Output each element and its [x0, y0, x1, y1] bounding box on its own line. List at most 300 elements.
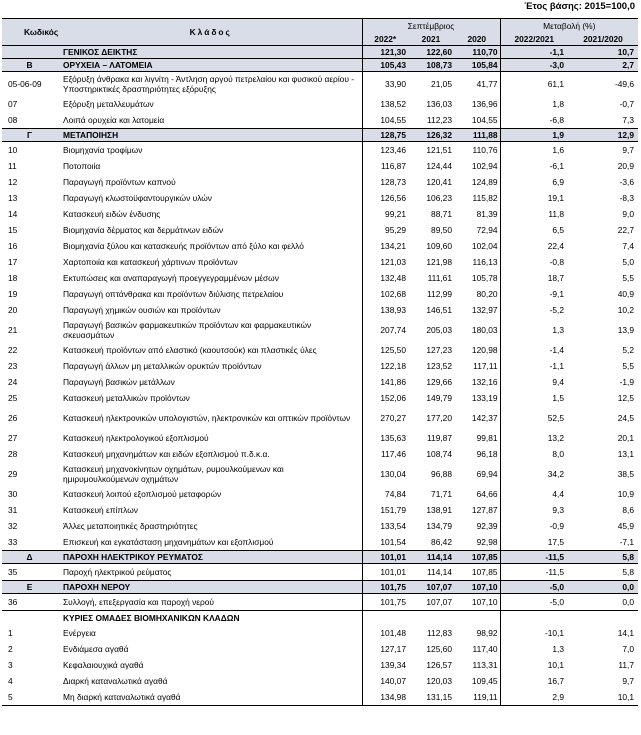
cell-v2022: 128,73	[362, 174, 408, 190]
cell-c1: 10,1	[500, 657, 568, 673]
cell-v2020	[454, 611, 500, 626]
cell-v2021: 121,98	[426, 257, 452, 267]
cell-name: Χαρτοποιία και κατασκευή χάρτινων προϊόντων	[63, 257, 238, 267]
cell-c2: 7,3	[622, 115, 635, 125]
cell-c1: -1,1	[500, 46, 568, 59]
table-row	[2, 446, 638, 462]
cell-c2: 7,4	[622, 241, 635, 251]
cell-code: 31	[8, 505, 18, 515]
cell-code: 17	[8, 257, 18, 267]
cell-code: 36	[8, 597, 18, 607]
cell-c1: 1,6	[500, 142, 568, 159]
cell-v2020: 119,11	[454, 689, 500, 706]
cell-code: 25	[8, 393, 18, 403]
table-row	[2, 96, 638, 112]
cell-v2022: 101,75	[362, 581, 408, 594]
cell-c1: -6,1	[500, 158, 568, 174]
cell-v2020: 110,76	[472, 145, 498, 155]
cell-name: Άλλες μεταποιητικές δραστηριότητες	[63, 521, 198, 531]
cell-name: Εξόρυξη άνθρακα και λιγνίτη - Άντληση αργού πετρελαίου και φυσικού αερίου - Υποστηρικτικές δραστηριότητες εξόρυξης	[63, 74, 355, 94]
cell-c2: 10,9	[617, 489, 635, 499]
header-year-2020: 2020	[454, 33, 500, 46]
industrial-production-table	[2, 18, 638, 706]
cell-v2020: 64,66	[476, 489, 498, 499]
cell-code	[2, 611, 60, 626]
table-row	[2, 657, 638, 673]
cell-v2020: 107,85	[471, 567, 498, 577]
cell-c1: 1,5	[500, 390, 568, 406]
table-row	[2, 641, 638, 657]
cell-code: 27	[8, 433, 18, 443]
cell-v2020: 127,87	[471, 505, 498, 515]
cell-c1: 1,3	[500, 318, 568, 342]
cell-v2021: 108,73	[408, 59, 454, 72]
cell-name: Κατασκευή προϊόντων από ελαστικό (καουτσούκ) και πλαστικές ύλες	[63, 345, 317, 355]
cell-code: 33	[8, 537, 18, 547]
table-body	[2, 46, 638, 706]
cell-v2022: 134,21	[362, 238, 408, 254]
cell-name: Συλλογή, επεξεργασία και παροχή νερού	[63, 597, 214, 607]
cell-c1: -3,0	[500, 59, 568, 72]
cell-c1: 8,0	[500, 446, 568, 462]
cell-c1: -5,2	[500, 302, 568, 318]
cell-c1: -1,4	[500, 342, 568, 358]
cell-v2021: 131,15	[408, 689, 454, 706]
cell-c2: 7,0	[622, 644, 635, 654]
cell-code: 14	[8, 209, 18, 219]
cell-name: Κεφαλαιουχικά αγαθά	[63, 660, 144, 670]
cell-c1: 34,2	[500, 462, 568, 486]
cell-name: Διαρκή καταναλωτικά αγαθά	[63, 676, 168, 686]
cell-c2: -0,7	[619, 99, 635, 109]
cell-v2022: 122,18	[362, 358, 408, 374]
cell-c2: 5,2	[622, 345, 635, 355]
cell-v2022: 270,27	[362, 406, 408, 430]
cell-v2021: 88,71	[431, 209, 452, 219]
cell-v2022: 101,01	[362, 564, 408, 581]
header-change-2022-2021: 2022/2021	[500, 33, 568, 46]
cell-v2021: 114,14	[408, 551, 454, 564]
cell-c2: 9,0	[622, 209, 635, 219]
cell-v2022: 125,50	[362, 342, 408, 358]
cell-v2021: 86,42	[431, 537, 452, 547]
cell-c2: 0,0	[622, 597, 635, 607]
cell-v2021: 96,88	[431, 469, 452, 479]
cell-c2: 5,8	[568, 551, 638, 564]
cell-code: 23	[8, 361, 18, 371]
cell-code: 22	[8, 345, 18, 355]
cell-c2: 5,5	[622, 273, 635, 283]
cell-name: Κατασκευή ειδών ένδυσης	[63, 209, 161, 219]
cell-name: Εξόρυξη μεταλλευμάτων	[63, 99, 154, 109]
cell-c1: 19,1	[500, 190, 568, 206]
cell-v2021: 123,52	[426, 361, 452, 371]
cell-name: Επισκευή και εγκατάσταση μηχανημάτων και εξοπλισμού	[63, 537, 274, 547]
cell-v2022: 207,74	[362, 318, 408, 342]
cell-v2020: 105,84	[454, 59, 500, 72]
cell-name: ΚΥΡΙΕΣ ΟΜΑΔΕΣ ΒΙΟΜΗΧΑΝΙΚΩΝ ΚΛΑΔΩΝ	[60, 611, 362, 626]
cell-c2: 5,8	[622, 567, 635, 577]
cell-v2020: 107,10	[454, 581, 500, 594]
cell-name: ΟΡΥΧΕΙΑ – ΛΑΤΟΜΕΙΑ	[60, 59, 362, 72]
cell-v2020: 133,19	[471, 393, 498, 403]
cell-v2021: 112,83	[427, 628, 452, 638]
cell-v2022: 117,46	[362, 446, 408, 462]
section-row	[2, 581, 638, 594]
cell-c2: 9,7	[622, 145, 635, 155]
cell-name: Παραγωγή άλλων μη μεταλλικών ορυκτών προϊόντων	[63, 361, 262, 371]
cell-v2020: 117,40	[472, 644, 498, 654]
header-branch: Κλάδος	[60, 19, 362, 46]
table-row	[2, 342, 638, 358]
cell-v2022: 127,17	[362, 641, 408, 657]
cell-c2: 20,9	[617, 161, 635, 171]
cell-name: Κατασκευή επίπλων	[63, 505, 138, 515]
cell-name: Ποτοποιία	[63, 161, 101, 171]
cell-c2: 10,7	[568, 46, 638, 59]
subsection-row	[2, 611, 638, 626]
cell-c1: -11,5	[500, 551, 568, 564]
cell-code: 08	[8, 115, 18, 125]
table-row	[2, 534, 638, 551]
cell-c2: 13,1	[617, 449, 635, 459]
cell-c1	[500, 611, 568, 626]
cell-c1: 17,5	[500, 534, 568, 551]
cell-code: 1	[8, 628, 13, 638]
cell-c2: 13,9	[617, 325, 635, 335]
cell-v2022: 123,46	[362, 142, 408, 159]
cell-c2: 14,1	[617, 628, 635, 638]
cell-c2: 11,7	[618, 660, 635, 670]
cell-name: Παραγωγή βασικών φαρμακευτικών προϊόντων και φαρμακευτικών σκευασμάτων	[63, 320, 312, 340]
cell-name: ΠΑΡΟΧΗ ΗΛΕΚΤΡΙΚΟΥ ΡΕΥΜΑΤΟΣ	[60, 551, 362, 564]
cell-name: Μη διαρκή καταναλωτικά αγαθά	[60, 689, 362, 706]
table-row	[2, 318, 638, 342]
cell-v2022: 95,29	[362, 222, 408, 238]
cell-c2: 20,1	[617, 433, 635, 443]
cell-code: 13	[8, 193, 18, 203]
table-row	[2, 72, 638, 97]
cell-code: 32	[8, 521, 18, 531]
cell-v2021: 134,79	[426, 521, 452, 531]
cell-v2021: 111,61	[427, 273, 452, 283]
cell-c1: 6,5	[500, 222, 568, 238]
cell-c1: -1,1	[500, 358, 568, 374]
cell-code: 12	[8, 177, 18, 187]
cell-v2022: 133,54	[362, 518, 408, 534]
cell-c2: 12,5	[617, 393, 635, 403]
cell-c1: -10,1	[500, 625, 568, 641]
cell-c1: -0,9	[500, 518, 568, 534]
cell-v2021: 124,44	[426, 161, 452, 171]
table-row	[2, 222, 638, 238]
cell-c1: 22,4	[500, 238, 568, 254]
cell-code: 28	[8, 449, 18, 459]
cell-name: Κατασκευή μεταλλικών προϊόντων	[63, 393, 190, 403]
cell-v2020: 132,97	[471, 305, 498, 315]
cell-v2020: 104,55	[471, 115, 498, 125]
cell-v2020: 142,37	[471, 413, 498, 423]
section-row	[2, 59, 638, 72]
cell-v2020: 80,20	[476, 289, 498, 299]
cell-name: Παραγωγή χημικών ουσιών και προϊόντων	[63, 305, 221, 315]
header-change-group: Μεταβολή (%)	[500, 19, 638, 34]
cell-v2021: 89,50	[431, 225, 452, 235]
cell-code: 21	[8, 325, 18, 335]
cell-code: 5	[2, 689, 60, 706]
cell-v2022: 141,86	[362, 374, 408, 390]
cell-v2022: 126,56	[362, 190, 408, 206]
cell-v2022: 121,30	[362, 46, 408, 59]
cell-code: Ε	[2, 581, 60, 594]
cell-c1: 1,9	[500, 129, 568, 142]
cell-v2021: 122,60	[408, 46, 454, 59]
table-row	[2, 206, 638, 222]
cell-v2022: 139,34	[362, 657, 408, 673]
cell-v2022: 135,63	[362, 430, 408, 446]
cell-code: Δ	[2, 551, 60, 564]
cell-name: Παραγωγή κλωστοϋφαντουργικών υλών	[63, 193, 212, 203]
table-row	[2, 374, 638, 390]
cell-name: Κατασκευή λοιπού εξοπλισμού μεταφορών	[63, 489, 222, 499]
table-row	[2, 594, 638, 611]
cell-c1: -11,5	[500, 564, 568, 581]
table-row	[2, 430, 638, 446]
table-row	[2, 142, 638, 159]
cell-c1: -9,1	[500, 286, 568, 302]
cell-c2: 38,5	[617, 469, 635, 479]
section-row	[2, 46, 638, 59]
cell-name: Κατασκευή ηλεκτρολογικού εξοπλισμού	[63, 433, 209, 443]
table-row	[2, 158, 638, 174]
section-row	[2, 129, 638, 142]
cell-v2021: 112,99	[427, 289, 452, 299]
cell-name: Ενέργεια	[63, 628, 96, 638]
cell-v2021: 109,60	[426, 241, 452, 251]
cell-v2020: 110,70	[454, 46, 500, 59]
cell-v2021: 149,79	[426, 393, 452, 403]
cell-v2020: 109,45	[471, 676, 498, 686]
cell-v2020: 72,94	[476, 225, 498, 235]
cell-v2020: 116,13	[472, 257, 498, 267]
cell-code: 16	[8, 241, 18, 251]
cell-c1: 2,9	[500, 689, 568, 706]
cell-v2020: 113,31	[472, 660, 498, 670]
cell-v2021: 112,23	[427, 115, 452, 125]
cell-v2020: 115,82	[472, 193, 498, 203]
cell-name: Παραγωγή βασικών μετάλλων	[63, 377, 175, 387]
cell-code: 07	[8, 99, 18, 109]
cell-v2021: 126,57	[426, 660, 452, 670]
table-row	[2, 518, 638, 534]
cell-c1: 11,8	[500, 206, 568, 222]
cell-v2021: 21,05	[431, 79, 452, 89]
cell-v2020: 99,81	[476, 433, 498, 443]
cell-c1: 1,3	[500, 641, 568, 657]
cell-v2021: 121,51	[426, 145, 452, 155]
cell-v2022: 105,43	[362, 59, 408, 72]
cell-c2: 5,5	[622, 361, 635, 371]
cell-v2020: 105,78	[471, 273, 498, 283]
cell-code: 2	[8, 644, 13, 654]
cell-c2	[568, 611, 638, 626]
cell-v2021: 106,23	[426, 193, 452, 203]
cell-code: Γ	[2, 129, 60, 142]
cell-v2021: 120,41	[426, 177, 452, 187]
cell-code: 35	[8, 567, 18, 577]
cell-v2021: 129,66	[426, 377, 452, 387]
cell-code: 15	[8, 225, 18, 235]
cell-c1: -0,8	[500, 254, 568, 270]
cell-v2020: 136,96	[471, 99, 498, 109]
cell-c2: 12,9	[568, 129, 638, 142]
table-row	[2, 673, 638, 689]
cell-v2020: 81,39	[476, 209, 498, 219]
cell-c2: 10,1	[568, 689, 638, 706]
cell-v2022: 151,79	[362, 502, 408, 518]
cell-v2021: 114,14	[427, 567, 452, 577]
cell-code: Β	[2, 59, 60, 72]
cell-v2022: 33,90	[362, 72, 408, 97]
cell-c2: 24,5	[617, 413, 635, 423]
section-row	[2, 551, 638, 564]
cell-name: ΜΕΤΑΠΟΙΗΣΗ	[60, 129, 362, 142]
cell-c2: -7,1	[619, 537, 635, 547]
cell-c1: 16,7	[500, 673, 568, 689]
cell-c2: 2,7	[568, 59, 638, 72]
cell-name: ΓΕΝΙΚΟΣ ΔΕΙΚΤΗΣ	[60, 46, 362, 59]
cell-c1: -6,8	[500, 112, 568, 129]
cell-v2020: 117,11	[473, 361, 498, 371]
cell-name: Κατασκευή μηχανημάτων και ειδών εξοπλισμού π.δ.κ.α.	[63, 449, 270, 459]
cell-c1: 61,1	[500, 72, 568, 97]
table-row	[2, 564, 638, 581]
cell-code: 05-06-09	[8, 79, 42, 89]
cell-v2021: 146,51	[426, 305, 452, 315]
table-row	[2, 406, 638, 430]
header-year-2022: 2022*	[362, 33, 408, 46]
cell-code: 30	[8, 489, 18, 499]
cell-code: 10	[8, 145, 18, 155]
cell-code: 26	[8, 413, 18, 423]
cell-v2022: 140,07	[362, 673, 408, 689]
cell-c1: 9,3	[500, 502, 568, 518]
cell-v2020: 98,92	[476, 628, 498, 638]
cell-c2: -49,6	[614, 79, 635, 89]
table-row	[2, 254, 638, 270]
table-row	[2, 486, 638, 502]
cell-v2022: 138,93	[362, 302, 408, 318]
cell-v2022: 116,87	[362, 158, 408, 174]
cell-v2022: 138,52	[362, 96, 408, 112]
cell-v2020: 92,39	[476, 521, 498, 531]
cell-v2022: 121,03	[362, 254, 408, 270]
cell-c2: -8,3	[619, 193, 635, 203]
table-header	[2, 19, 638, 46]
cell-v2020: 41,77	[476, 79, 498, 89]
cell-name: Παραγωγή προϊόντων καπνού	[63, 177, 176, 187]
cell-v2021: 126,32	[408, 129, 454, 142]
cell-c2: 0,0	[568, 581, 638, 594]
cell-v2022: 99,21	[362, 206, 408, 222]
cell-v2020: 107,10	[471, 597, 498, 607]
cell-c2: 10,2	[617, 305, 635, 315]
cell-code: 29	[8, 469, 18, 479]
cell-code: 4	[8, 676, 13, 686]
cell-v2021: 136,03	[426, 99, 452, 109]
cell-v2021: 120,03	[426, 676, 452, 686]
cell-v2022: 101,48	[362, 625, 408, 641]
cell-name: Ενδιάμεσα αγαθά	[63, 644, 129, 654]
table-row	[2, 390, 638, 406]
cell-code: 19	[8, 289, 18, 299]
cell-code: 18	[8, 273, 18, 283]
cell-v2022: 102,68	[362, 286, 408, 302]
cell-v2020: 96,18	[476, 449, 498, 459]
cell-c2: 22,7	[617, 225, 635, 235]
cell-v2021: 177,20	[426, 413, 452, 423]
table-row	[2, 270, 638, 286]
cell-v2021	[408, 611, 454, 626]
cell-v2020: 102,04	[471, 241, 498, 251]
cell-name: Βιομηχανία δέρματος και δερμάτινων ειδών	[63, 225, 224, 235]
cell-c2: 9,7	[622, 676, 635, 686]
cell-code: 3	[8, 660, 13, 670]
table-row	[2, 190, 638, 206]
cell-v2020: 132,16	[471, 377, 498, 387]
header-period-group: Σεπτέμβριος	[362, 19, 500, 34]
cell-c1: -5,0	[500, 581, 568, 594]
cell-v2020: 107,85	[454, 551, 500, 564]
cell-code: 11	[8, 161, 17, 171]
table-row	[2, 625, 638, 641]
header-code: Κωδικός	[2, 19, 60, 46]
cell-code: 24	[8, 377, 18, 387]
table-row	[2, 689, 638, 706]
cell-v2022: 128,75	[362, 129, 408, 142]
cell-c1: 1,8	[500, 96, 568, 112]
cell-v2021: 108,74	[426, 449, 452, 459]
cell-name: Βιομηχανία τροφίμων	[63, 145, 143, 155]
cell-c2: 45,9	[617, 521, 635, 531]
table-row	[2, 462, 638, 486]
cell-c1: 18,7	[500, 270, 568, 286]
cell-v2021: 107,07	[426, 597, 452, 607]
cell-name: Παροχή ηλεκτρικού ρεύματος	[63, 567, 172, 577]
cell-c2: -1,9	[619, 377, 635, 387]
cell-v2020: 69,94	[476, 469, 498, 479]
cell-v2022: 132,48	[362, 270, 408, 286]
cell-name: Εκτυπώσεις και αναπαραγωγή προεγγεγραμμένων μέσων	[63, 273, 279, 283]
cell-c1: -5,0	[500, 594, 568, 611]
base-year-note: Έτος βάσης: 2015=100,0	[524, 1, 635, 12]
header-change-2021-2020: 2021/2020	[568, 33, 638, 46]
cell-v2020: 124,89	[471, 177, 498, 187]
cell-v2020: 120,98	[471, 345, 498, 355]
cell-name: ΠΑΡΟΧΗ ΝΕΡΟΥ	[60, 581, 362, 594]
cell-name: Κατασκευή ηλεκτρονικών υπολογιστών, ηλεκτρονικών και οπτικών προϊόντων	[63, 413, 351, 423]
cell-name: Κατασκευή μηχανοκίνητων οχημάτων, ρυμουλκούμενων και ημιρυμουλκούμενων οχημάτων	[63, 464, 284, 484]
cell-v2022: 130,04	[362, 462, 408, 486]
cell-c1: 4,4	[500, 486, 568, 502]
cell-c2: 40,9	[617, 289, 635, 299]
cell-name: Λοιπά ορυχεία και λατομεία	[63, 115, 165, 125]
cell-v2022	[362, 611, 408, 626]
cell-v2022: 101,01	[362, 551, 408, 564]
cell-v2022: 101,54	[362, 534, 408, 551]
cell-code: 20	[8, 305, 18, 315]
table-row	[2, 358, 638, 374]
